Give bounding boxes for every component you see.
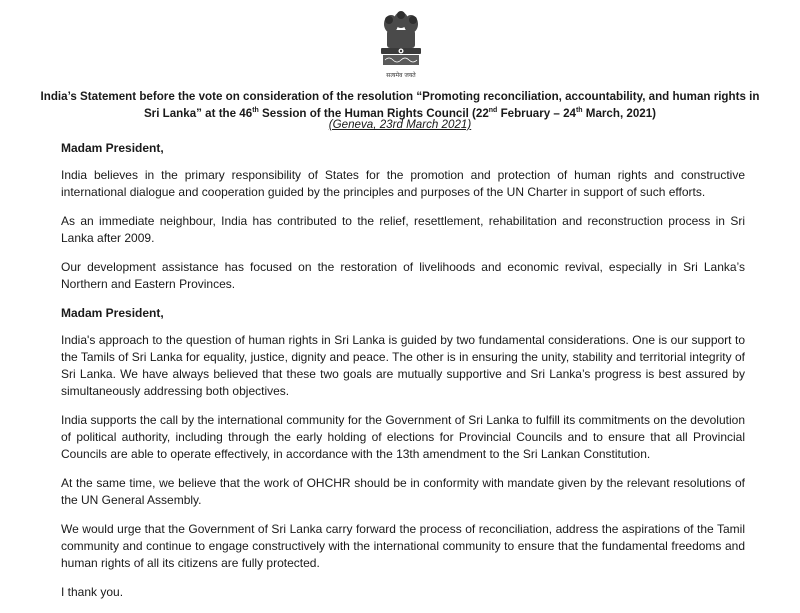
statement-body — [61, 140, 745, 613]
title-part-1: India’s Statement before the vote on consideration of the resolution “Promoting reconciliation, accountability, and human rights in Sri Lanka” at the 46 — [40, 90, 760, 120]
paragraph: We would urge that the Government of Sri Lanka carry forward the process of reconciliation, address the aspirations of the Tamil community and continue to engage constructively with the international community to ensure that the fundamental freedoms and human rights of all its citizens are fully protected. — [61, 522, 745, 570]
title-sup-2: nd — [488, 107, 498, 115]
statement-title — [40, 88, 760, 122]
title-sup-1: th — [252, 107, 259, 115]
national-emblem — [375, 8, 427, 80]
paragraph: India supports the call by the international community for the Government of Sri Lanka to fulfill its commitments on the devolution of political authority, including through the early holding of elections for Provincial Councils and to ensure that all Provincial Councils are able to operate effectively, in accordance with the 13th amendment to the Sri Lankan Constitution. — [61, 413, 745, 461]
paragraph: Our development assistance has focused on the restoration of livelihoods and economic revival, especially in Sri Lanka’s Northern and Eastern Provinces. — [61, 260, 745, 291]
paragraph: India believes in the primary responsibility of States for the promotion and protection of human rights and constructive international dialogue and cooperation guided by the principles and purposes of the UN Charter in support of such efforts. — [61, 168, 745, 199]
place-date: (Geneva, 23rd March 2021) — [328, 118, 472, 131]
paragraph: India's approach to the question of human rights in Sri Lanka is guided by two fundamental considerations. One is our support to the Tamils of Sri Lanka for equality, justice, dignity and peace. The other is in ensuring the unity, stability and territorial integrity of Sri Lanka. We have always believed that these two goals are mutually supportive and Sri Lanka’s progress is best assured by simultaneously addressing both objectives. — [61, 333, 745, 398]
paragraph: As an immediate neighbour, India has contributed to the relief, resettlement, rehabilitation and reconstruction process in Sri Lanka after 2009. — [61, 214, 745, 245]
title-sup-3: th — [575, 107, 583, 115]
paragraph: At the same time, we believe that the work of OHCHR should be in conformity with mandate given by the relevant resolutions of the UN General Assembly. — [61, 476, 745, 507]
salutation: Madam President, — [61, 306, 164, 320]
title-part-2: Session of the Human Rights Council (22 — [258, 107, 489, 120]
title-part-3: February – 24 — [497, 107, 576, 120]
emblem-motto: सत्यमेव जयते — [386, 72, 416, 79]
title-part-4: March, 2021) — [582, 107, 657, 120]
lion-capital-emblem-icon — [375, 8, 427, 72]
closing: I thank you. — [61, 585, 124, 599]
salutation: Madam President, — [61, 141, 164, 155]
